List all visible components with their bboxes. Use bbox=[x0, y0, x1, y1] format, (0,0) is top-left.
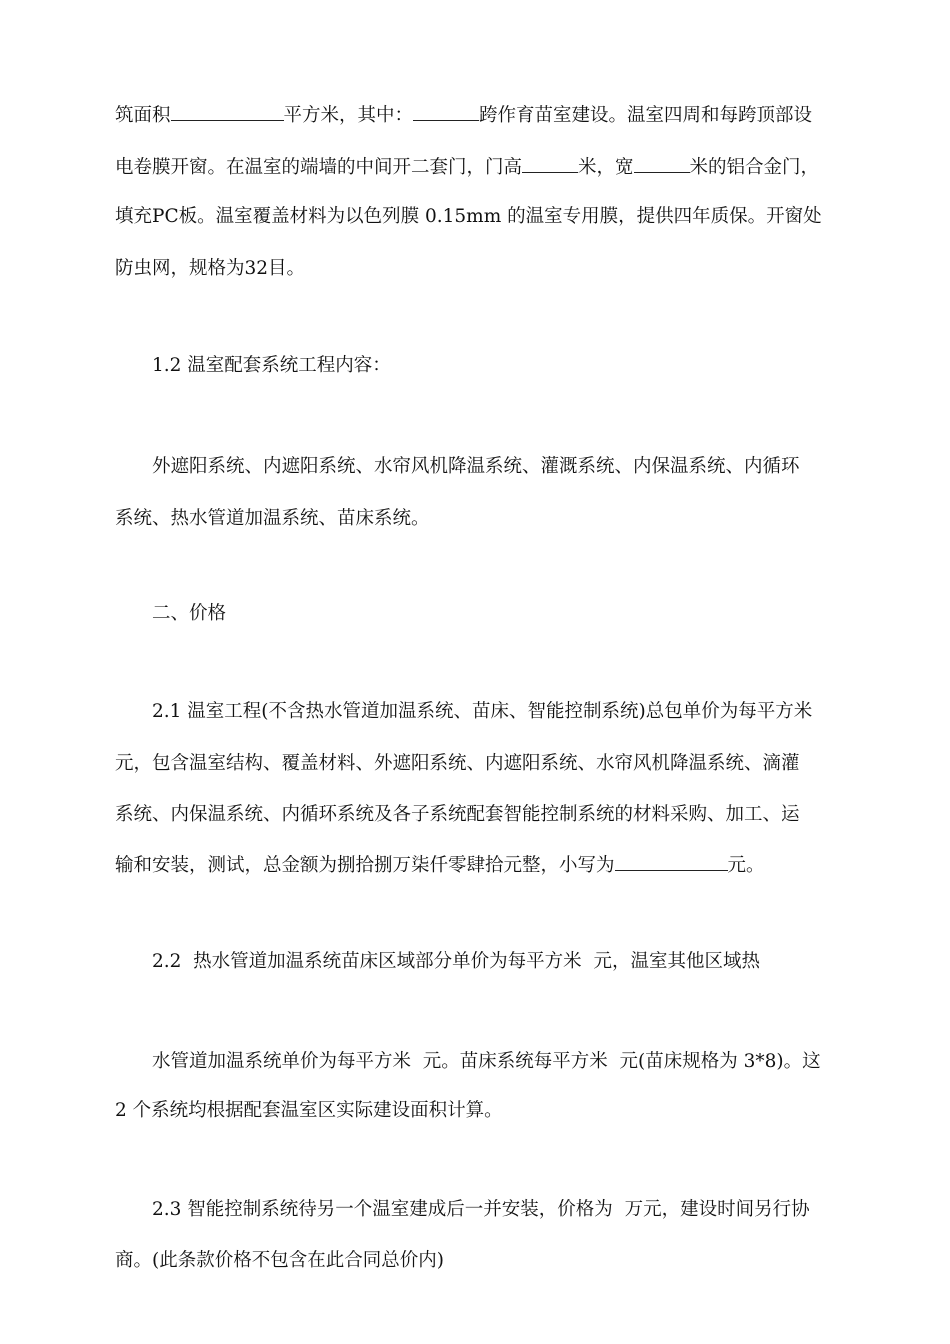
section-2-heading: 二、价格 bbox=[152, 603, 227, 624]
text-segment: 平方米，其中： bbox=[283, 105, 414, 126]
text-segment: 电卷膜开窗。在温室的端墙的中间开二套门，门高 bbox=[115, 157, 523, 178]
text-segment: 米，宽 bbox=[578, 157, 634, 178]
clause-2-1-line-4 bbox=[115, 851, 950, 878]
clause-2-2-line-3: 2 个系统均根据配套温室区实际建设面积计算。 bbox=[115, 1100, 503, 1121]
blank-area-field bbox=[171, 101, 284, 121]
text-segment: 米的铝合金门， bbox=[689, 157, 820, 178]
blank-door-width-field bbox=[634, 153, 690, 173]
text-segment: 输和安装，测试，总金额为捌拾捌万柒仟零肆拾元整，小写为 bbox=[115, 855, 615, 876]
blank-door-height-field bbox=[522, 153, 578, 173]
clause-2-2-line-2: 水管道加温系统单价为每平方米 元。苗床系统每平方米 元(苗床规格为 3*8)。这 bbox=[152, 1051, 821, 1072]
clause-2-2-line-1: 2.2 热水管道加温系统苗床区域部分单价为每平方米 元，温室其他区域热 bbox=[152, 951, 760, 972]
paragraph-2-line-2: 系统、热水管道加温系统、苗床系统。 bbox=[115, 508, 430, 529]
paragraph-1-line-4: 防虫网，规格为32目。 bbox=[115, 258, 306, 279]
clause-2-3-line-1: 2.3 智能控制系统待另一个温室建成后一并安装，价格为 万元，建设时间另行协 bbox=[152, 1199, 810, 1220]
text-segment: 元。 bbox=[727, 855, 765, 876]
section-1-2-heading: 1.2 温室配套系统工程内容： bbox=[152, 355, 391, 376]
paragraph-2-line-1: 外遮阳系统、内遮阳系统、水帘风机降温系统、灌溉系统、内保温系统、内循环 bbox=[152, 456, 800, 477]
blank-total-amount-field bbox=[615, 851, 728, 871]
clause-2-3-line-2: 商。(此条款价格不包含在此合同总价内) bbox=[115, 1250, 444, 1271]
text-segment: 跨作育苗室建设。温室四周和每跨顶部设 bbox=[479, 105, 813, 126]
clause-2-1-line-3: 系统、内保温系统、内循环系统及各子系统配套智能控制系统的材料采购、加工、运 bbox=[115, 804, 800, 825]
blank-span-count-field bbox=[413, 101, 479, 121]
paragraph-1-line-3: 填充PC板。温室覆盖材料为以色列膜 0.15mm 的温室专用膜，提供四年质保。开窗处 bbox=[115, 206, 822, 227]
text-segment: 筑面积 bbox=[115, 105, 171, 126]
clause-2-1-line-2: 元，包含温室结构、覆盖材料、外遮阳系统、内遮阳系统、水帘风机降温系统、滴灌 bbox=[115, 753, 800, 774]
paragraph-1-line-1 bbox=[115, 101, 950, 128]
paragraph-1-line-2 bbox=[115, 153, 950, 180]
clause-2-1-line-1: 2.1 温室工程(不含热水管道加温系统、苗床、智能控制系统)总包单价为每平方米 bbox=[152, 701, 813, 722]
